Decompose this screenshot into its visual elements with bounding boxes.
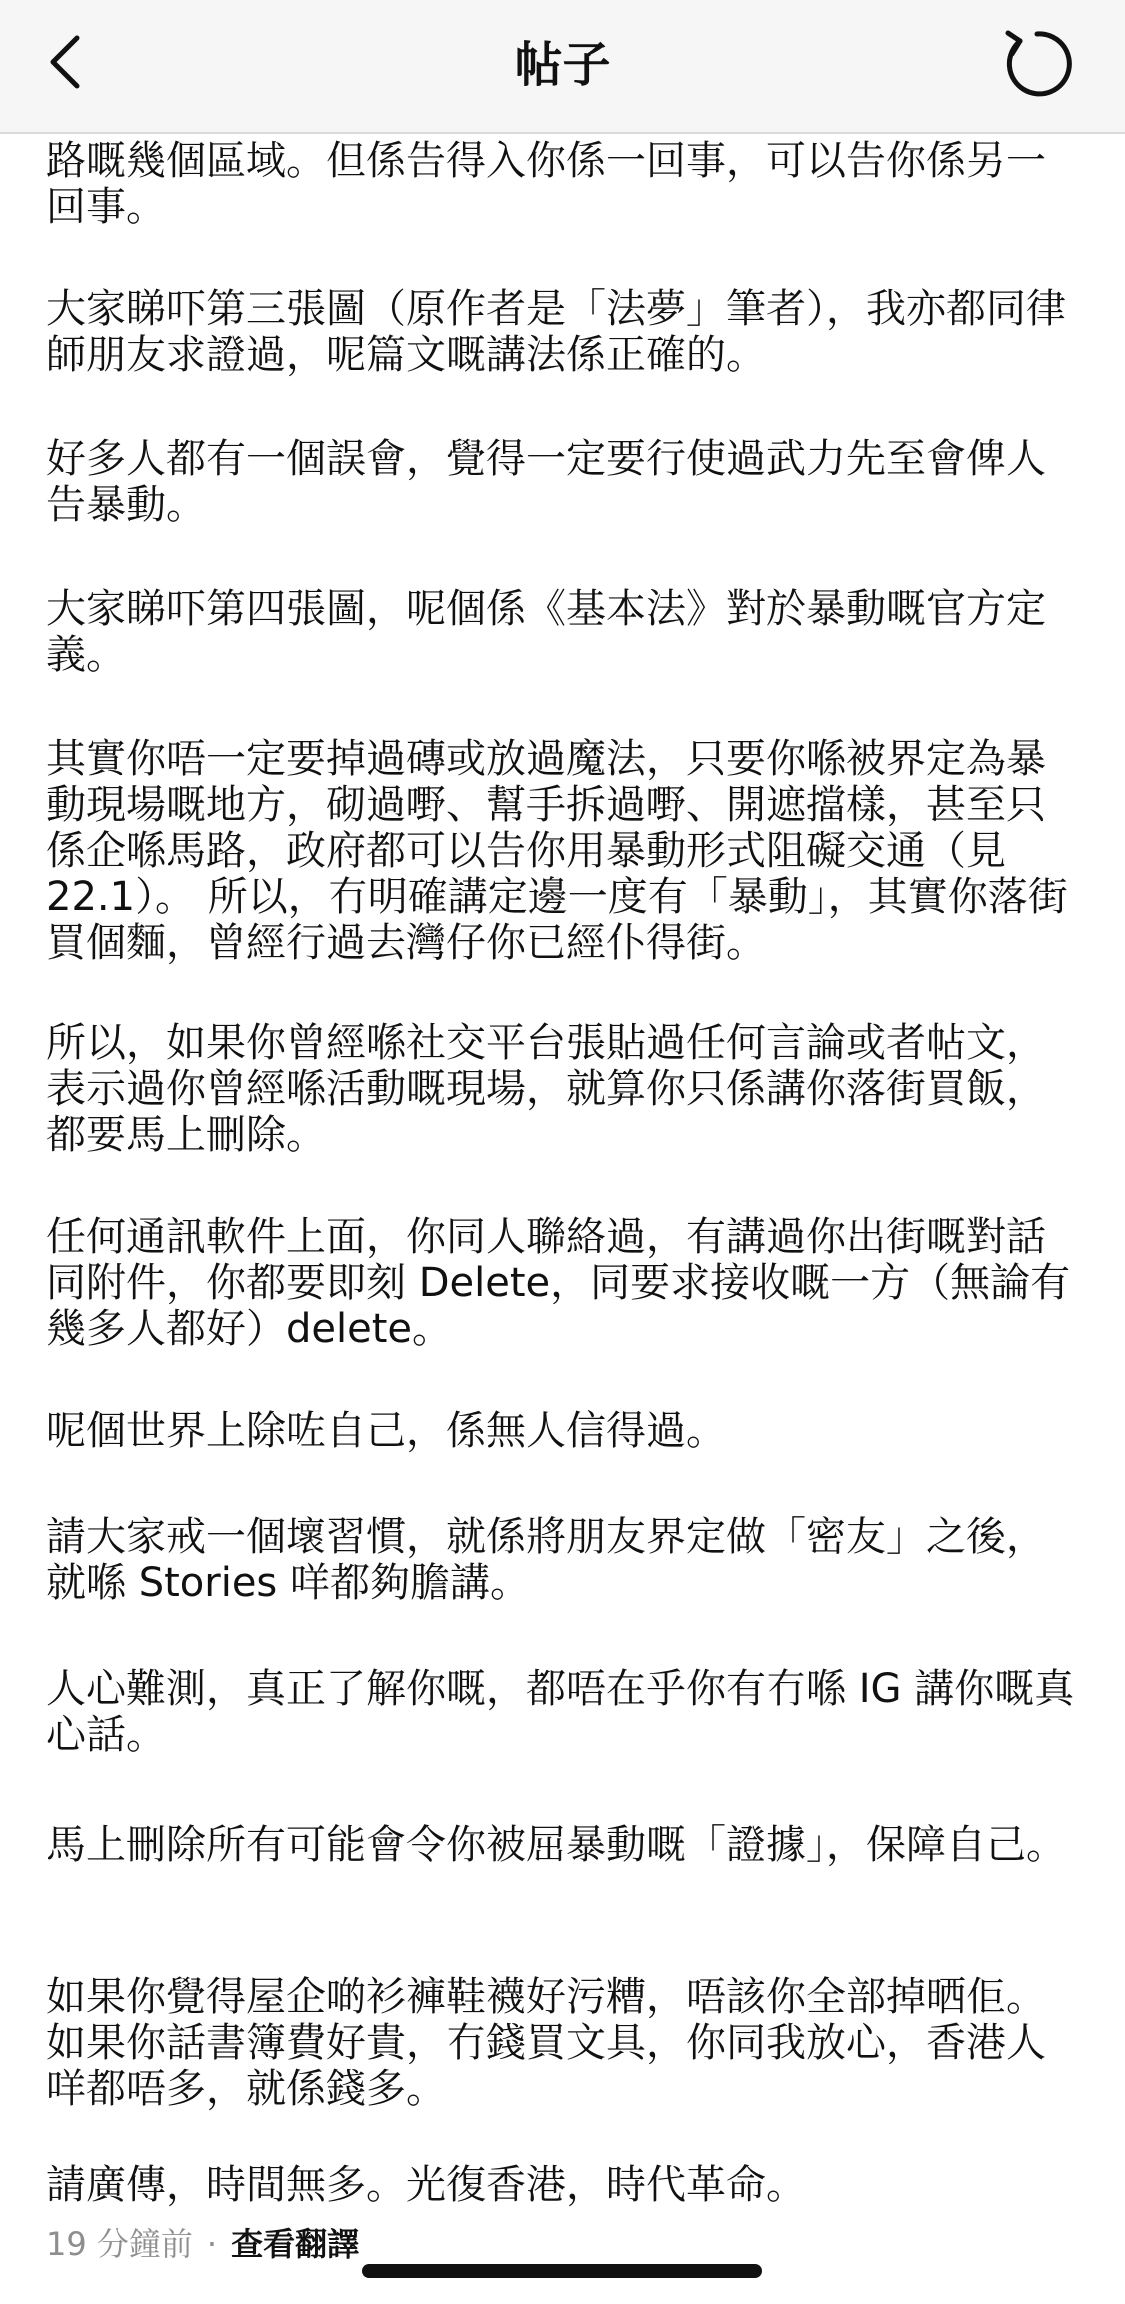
caption-paragraph: 所以，如果你曾經喺社交平台張貼過任何言論或者帖文，表示過你曾經喺活動嘅現場，就算你只係講你落街買飯，都要馬上刪除。: [46, 1020, 1046, 1158]
post-meta: [46, 2222, 359, 2266]
caption-paragraph: 大家睇吓第四張圖，呢個係《基本法》對於暴動嘅官方定義。: [46, 586, 1046, 678]
caption-paragraph: 好多人都有一個誤會，覺得一定要行使過武力先至會俾人告暴動。: [46, 436, 1046, 528]
caption-paragraph: 請大家戒一個壞習慣，就係將朋友界定做「密友」之後，就喺 Stories 咩都夠膽講。: [46, 1514, 1046, 1606]
caption-paragraph: 其實你唔一定要掉過磚或放過魔法，只要你喺被界定為暴動現場嘅地方，砌過嘢、幫手拆過嘢、開遮擋樣，甚至只係企喺馬路，政府都可以告你用暴動形式阻礙交通（見 22.1）。 所以，冇明確講定邊一度有「暴動」，其實你落街買個麵，曾經行過去灣仔你已經仆得街。: [46, 736, 1068, 966]
page-title: 帖子: [514, 37, 611, 93]
home-indicator[interactable]: [362, 2264, 762, 2278]
meta-separator: ·: [206, 2225, 218, 2263]
caption-paragraph: 如果你覺得屋企啲衫褲鞋襪好污糟，唔該你全部掉晒佢。如果你話書簿費好貴，冇錢買文具，你同我放心，香港人咩都唔多，就係錢多。: [46, 1974, 1046, 2112]
caption-paragraph: 請廣傳，時間無多。光復香港，時代革命。: [46, 2162, 806, 2208]
caption-paragraph: 人心難測，真正了解你嘅，都唔在乎你有冇喺 IG 講你嘅真心話。: [46, 1666, 1075, 1758]
navigation-bar: [0, 0, 1125, 134]
post-timestamp: 19 分鐘前: [46, 2225, 193, 2263]
refresh-icon: [1000, 27, 1074, 105]
caption-paragraph: 呢個世界上除咗自己，係無人信得過。: [46, 1408, 726, 1454]
caption-paragraph: 路嘅幾個區域。但係告得入你係一回事，可以告你係另一回事。: [46, 138, 1046, 230]
caption-paragraph: 任何通訊軟件上面，你同人聯絡過，有講過你出街嘅對話同附件，你都要即刻 Delete，同要求接收嘅一方（無論有幾多人都好）delete。: [46, 1214, 1071, 1352]
see-translation-link[interactable]: 查看翻譯: [231, 2225, 360, 2263]
caption-paragraph: 大家睇吓第三張圖（原作者是「法夢」筆者），我亦都同律師朋友求證過，呢篇文嘅講法係正確的。: [46, 286, 1066, 378]
refresh-button[interactable]: [997, 26, 1077, 106]
caption-paragraph: 馬上刪除所有可能會令你被屈暴動嘅「證據」，保障自己。: [46, 1822, 1066, 1868]
